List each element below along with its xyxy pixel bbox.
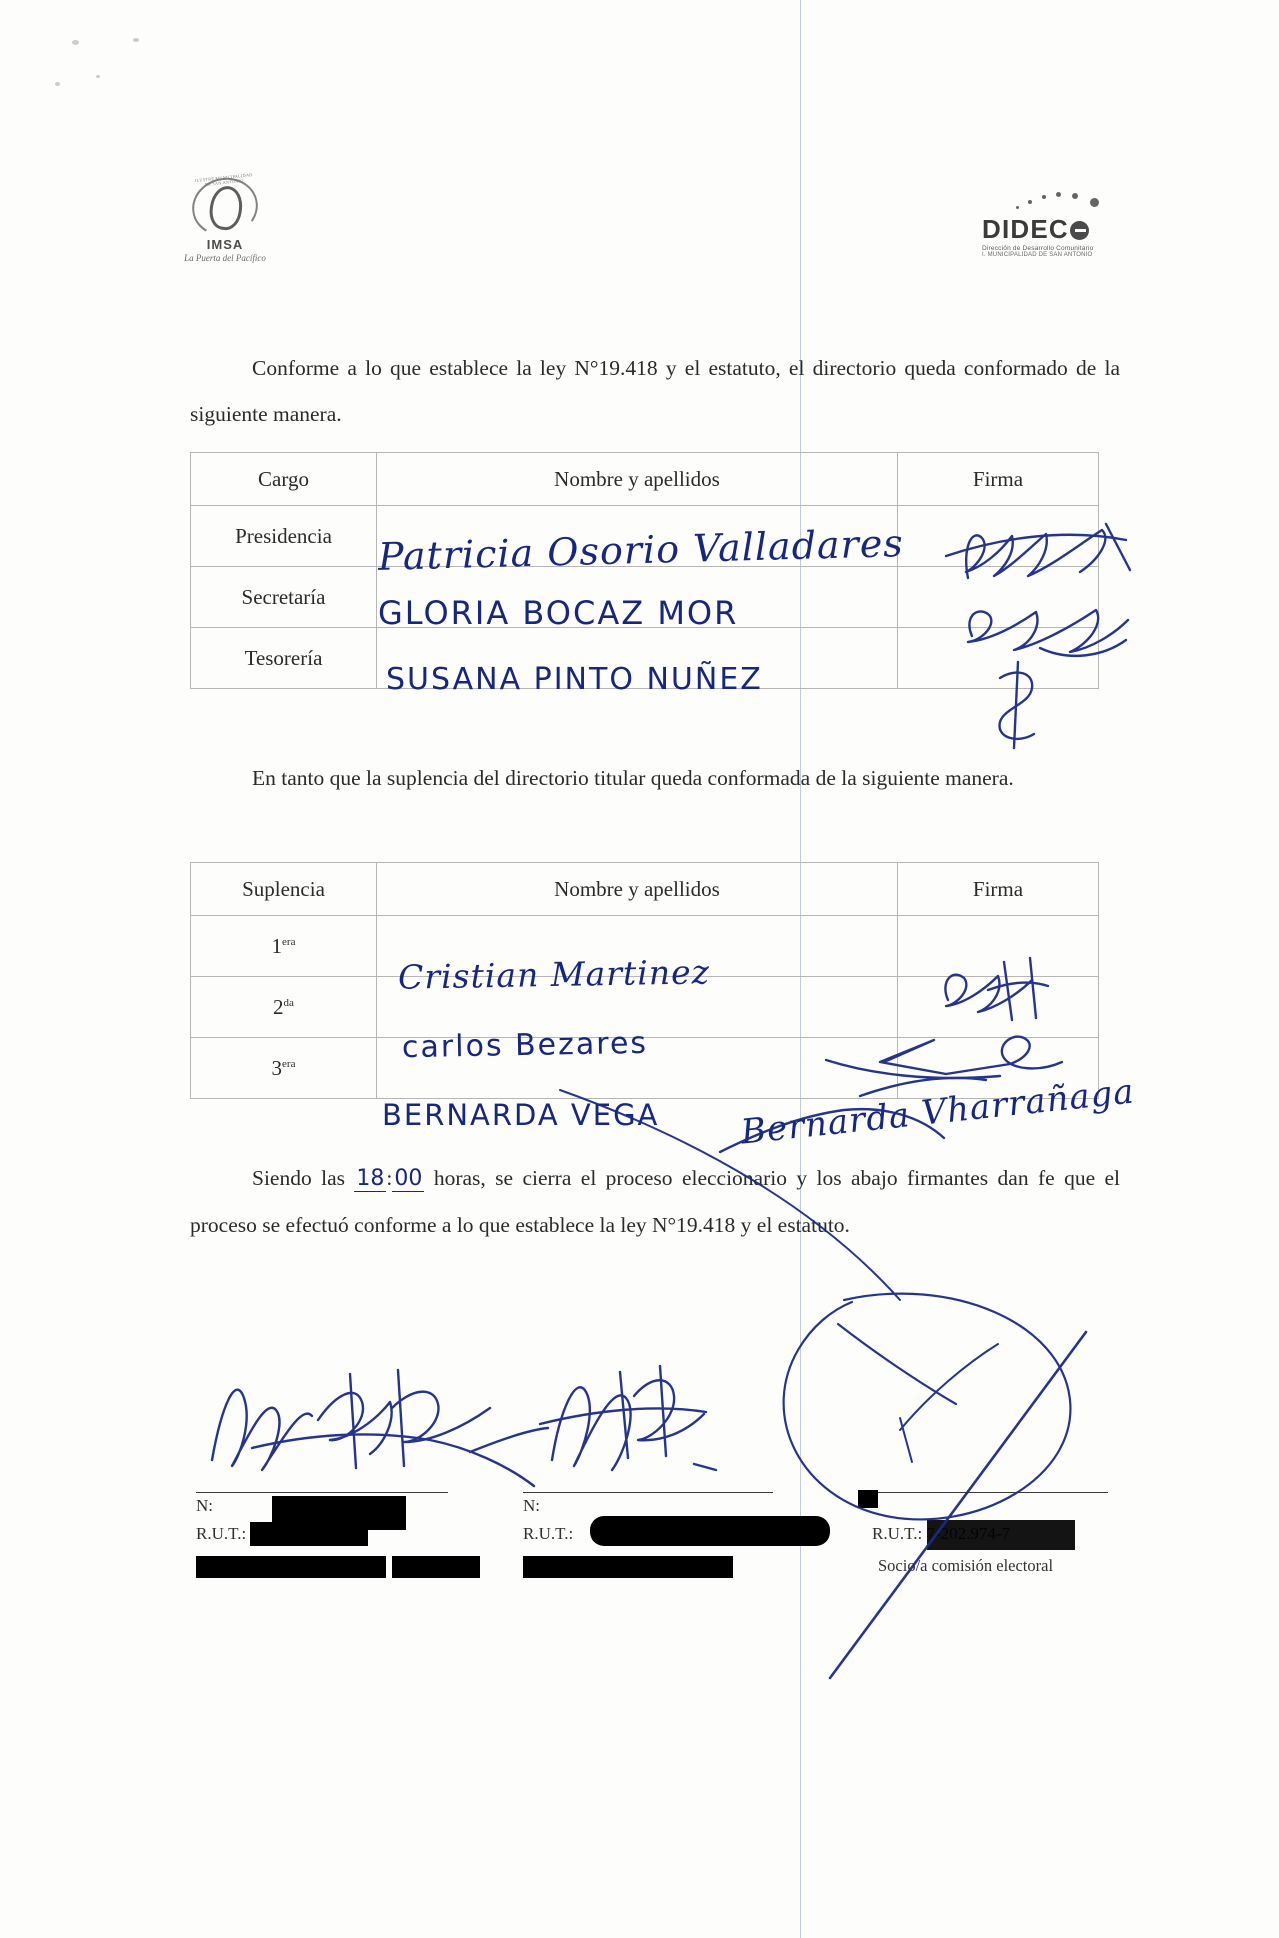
- signature-n-label-2: [523, 1496, 540, 1516]
- signature-role-3: Socio/a comisión electoral: [878, 1556, 1054, 1575]
- signature-line-1: [196, 1492, 448, 1493]
- cell-nombre: [377, 916, 898, 977]
- table-row: [191, 977, 1099, 1038]
- table-row: [191, 506, 1099, 567]
- n-label-1: N:: [196, 1496, 213, 1515]
- dideco-logo: [982, 190, 1222, 258]
- redaction-bar-role-2: [523, 1556, 733, 1578]
- cell-firma: [898, 628, 1099, 689]
- orden-number: 2: [273, 994, 284, 1019]
- dideco-dots-icon: [1008, 190, 1128, 216]
- table-header-row: [191, 863, 1099, 916]
- cell-firma: [898, 506, 1099, 567]
- table-header-row: [191, 453, 1099, 506]
- imsa-logo-name: IMSA: [206, 237, 244, 252]
- paragraph-3-after-time: horas, se cierra el proceso eleccionario y los abajo firmantes dan fe que el proceso se efectuó conforme a lo que establece la ley N°19.418 y el estatuto.: [190, 1166, 1121, 1237]
- header-suplencia: Suplencia: [191, 863, 377, 916]
- imsa-logo-slogan: La Puerta del Pacífico: [184, 253, 266, 263]
- table-row: [191, 1038, 1099, 1099]
- dideco-word-text: DIDEC: [982, 214, 1069, 244]
- time-minutes-value: 00: [394, 1166, 423, 1191]
- signature-line-2: [523, 1492, 773, 1493]
- handwriting-nombre-presidencia: Patricia Osorio Valladares: [377, 521, 905, 579]
- redaction-bar: [927, 1520, 1075, 1550]
- paragraph-1-text: Conforme a lo que establece la ley N°19.418 y el estatuto, el directorio queda conformado de la siguiente manera.: [190, 356, 1120, 426]
- table-row: [191, 916, 1099, 977]
- rut-label-1: R.U.T.:: [196, 1524, 247, 1543]
- n-label-2: N:: [523, 1496, 540, 1515]
- cell-orden: [191, 977, 377, 1038]
- imsa-emblem-icon: [192, 172, 258, 236]
- cell-nombre: [377, 977, 898, 1038]
- signature-n-label-1: [196, 1496, 213, 1516]
- paragraph-directorio: [190, 345, 1120, 437]
- handwriting-nombre-suplencia-1: Cristian Martinez: [397, 952, 711, 997]
- cell-orden: [191, 1038, 377, 1099]
- header-nombre: Nombre y apellidos: [377, 453, 898, 506]
- paragraph-3-before-time: Siendo las: [252, 1166, 346, 1190]
- table-row: [191, 628, 1099, 689]
- dust-speck: [96, 75, 100, 78]
- cell-nombre: [377, 628, 898, 689]
- cell-firma: [898, 916, 1099, 977]
- handwriting-firma-suplencia-3: Bernarda Vharrañaga: [738, 1071, 1137, 1153]
- dideco-ball-icon: [1070, 221, 1089, 240]
- cell-firma: [898, 567, 1099, 628]
- redaction-bar: [590, 1516, 830, 1546]
- cell-cargo: Secretaría: [191, 567, 377, 628]
- imsa-ring-microtext: ILUSTRE MUNICIPALIDAD DE SAN ANTONIO: [194, 172, 253, 188]
- signature-line-3: [858, 1492, 1108, 1493]
- header-nombre: Nombre y apellidos: [377, 863, 898, 916]
- table-suplencia: [190, 862, 1099, 1099]
- redaction-bar: [858, 1490, 878, 1508]
- dust-speck: [55, 82, 60, 86]
- dideco-subtitle-1: Dirección de Desarrollo Comunitario: [982, 245, 1094, 252]
- cell-firma: [898, 977, 1099, 1038]
- rut-label-2: R.U.T.:: [523, 1524, 574, 1543]
- redaction-bar: [392, 1556, 480, 1578]
- orden-suffix: era: [282, 1057, 296, 1070]
- dideco-subtitle-2: I. MUNICIPALIDAD DE SAN ANTONIO: [982, 252, 1093, 258]
- dideco-wordmark: [982, 216, 1222, 242]
- cell-cargo: Tesorería: [191, 628, 377, 689]
- cell-firma: [898, 1038, 1099, 1099]
- header-firma: Firma: [898, 453, 1099, 506]
- signature-rut-label-2: [523, 1524, 573, 1544]
- time-hour-value: 18: [356, 1166, 385, 1191]
- imsa-logo: [160, 172, 290, 263]
- handwriting-nombre-suplencia-3: BERNARDA VEGA: [382, 1098, 660, 1132]
- redaction-bar-role-1: [196, 1556, 386, 1578]
- orden-suffix: era: [282, 935, 296, 948]
- rut-label-3: R.U.T.:: [872, 1524, 923, 1543]
- handwriting-nombre-secretaria: GLORIA BOCAZ MOR: [378, 594, 739, 632]
- paragraph-2-text: En tanto que la suplencia del directorio titular queda conformada de la siguiente manera.: [252, 766, 1014, 790]
- orden-number: 1: [271, 933, 283, 958]
- dust-speck: [72, 40, 79, 45]
- header-cargo: Cargo: [191, 453, 377, 506]
- dust-speck: [133, 38, 139, 42]
- handwriting-nombre-tesoreria: SUSANA PINTO NUÑEZ: [386, 662, 763, 697]
- paragraph-suplencia: [190, 755, 1120, 801]
- time-separator: :: [386, 1166, 393, 1190]
- cell-nombre: [377, 506, 898, 567]
- cell-nombre: [377, 1038, 898, 1099]
- cell-cargo: Presidencia: [191, 506, 377, 567]
- paragraph-cierre: [190, 1155, 1120, 1248]
- orden-number: 3: [271, 1055, 283, 1080]
- cell-nombre: [377, 567, 898, 628]
- signature-rut-label-1: [196, 1524, 246, 1544]
- table-row: [191, 567, 1099, 628]
- handwriting-nombre-suplencia-2: carlos Bezares: [401, 1025, 649, 1066]
- cell-orden: [191, 916, 377, 977]
- redaction-bar: [250, 1522, 368, 1546]
- table-directorio: [190, 452, 1099, 689]
- orden-suffix: da: [283, 996, 294, 1009]
- header-firma: Firma: [898, 863, 1099, 916]
